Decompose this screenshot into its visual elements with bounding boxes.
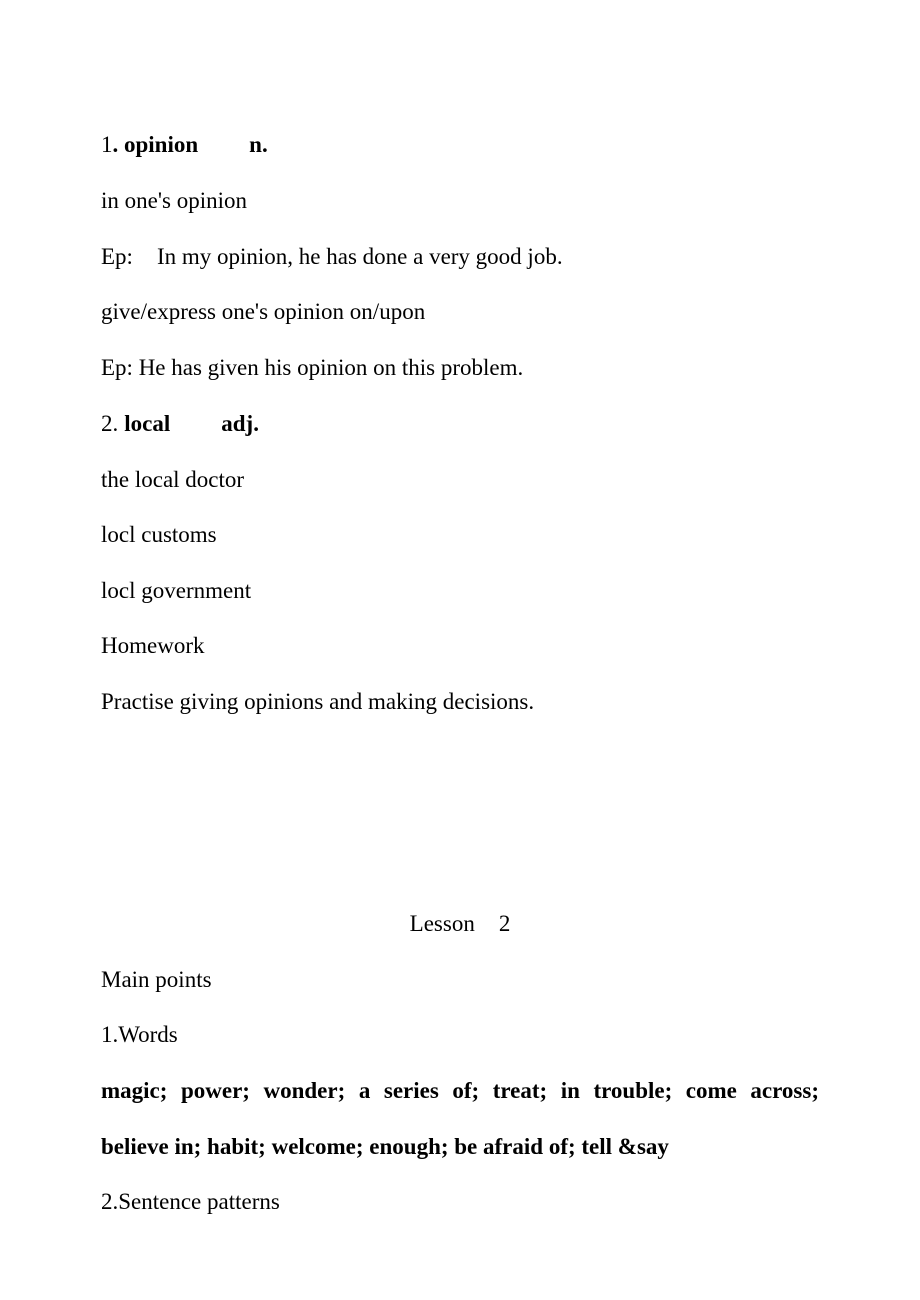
homework-text: Practise giving opinions and making decisions. xyxy=(101,689,535,714)
example-sentence xyxy=(101,243,563,271)
phrase: in one's opinion xyxy=(101,188,247,213)
example-label: Ep: xyxy=(101,244,133,269)
sentence-patterns-heading: 2.Sentence patterns xyxy=(101,1189,280,1214)
entry-local-heading xyxy=(101,410,259,438)
lesson-title xyxy=(0,910,920,938)
entry-opinion-heading xyxy=(101,131,268,159)
phrase: the local doctor xyxy=(101,467,245,492)
homework-heading: Homework xyxy=(101,633,205,658)
part-of-speech: adj. xyxy=(221,411,259,436)
words-list-line-2: believe in; habit; welcome; enough; be afraid of; tell &say xyxy=(101,1134,669,1159)
headword: local xyxy=(124,411,171,436)
example-text: In my opinion, he has done a very good job. xyxy=(156,244,563,269)
entry-number: 1 xyxy=(101,132,113,157)
lesson-label: Lesson xyxy=(409,911,475,936)
headword: . opinion xyxy=(112,132,199,157)
phrase: give/express one's opinion on/upon xyxy=(101,299,426,324)
phrase: locl government xyxy=(101,578,252,603)
words-heading: 1.Words xyxy=(101,1022,178,1047)
main-points-heading: Main points xyxy=(101,967,212,992)
example-sentence: Ep: He has given his opinion on this problem. xyxy=(101,355,524,380)
entry-number: 2. xyxy=(101,411,119,436)
part-of-speech: n. xyxy=(249,132,268,157)
lesson-number: 2 xyxy=(498,911,511,936)
words-list-line-1: magic; power; wonder; a series of; treat; in trouble; come across; xyxy=(101,1078,819,1103)
phrase: locl customs xyxy=(101,522,217,547)
